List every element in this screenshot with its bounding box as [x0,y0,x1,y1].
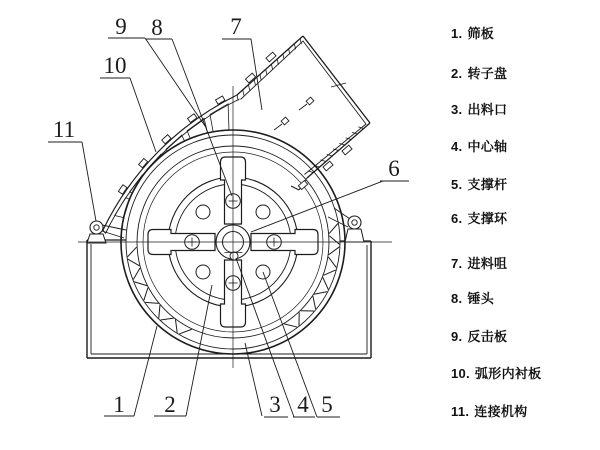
callout-2: 2 [164,392,176,417]
legend-item-number: 10. [451,366,470,381]
legend-item [451,288,494,307]
legend-item-number: 4. [451,139,463,154]
callout-8: 8 [151,15,163,40]
chute-anchor-bolt [306,97,314,105]
legend-item-number: 3. [451,102,463,117]
callout-5: 5 [321,392,333,417]
legend-item-label: 转子盘 [467,66,508,81]
callout-10: 10 [103,53,127,78]
arc-lining-band [103,95,240,234]
legend-item-number: 8. [451,291,463,306]
support-rod [196,265,210,279]
legend-item-label: 进料咀 [467,256,508,271]
callout-9: 9 [115,14,127,39]
legend-item [451,23,494,42]
chute-bolt-tab [266,52,276,62]
legend-item-number: 1. [451,26,463,41]
legend-item [451,363,542,382]
callout-11: 11 [52,117,76,142]
right-eye-link [348,216,361,229]
legend-item-number: 5. [451,177,463,192]
legend-item [451,63,507,82]
keyway [230,252,238,260]
support-rod [196,205,210,219]
legend-item [451,136,507,155]
callout-6: 6 [388,156,400,181]
feed-chute [237,36,370,190]
legend-item-label: 锤头 [467,291,495,306]
legend-item-label: 支撑杆 [467,177,508,192]
support-rod [256,205,270,219]
legend-item-number: 6. [451,211,463,226]
callout-3: 3 [269,392,281,417]
legend-item-label: 支撑环 [467,211,508,226]
left-eye-link [90,221,103,234]
legend-item [451,401,527,420]
legend-item-label: 连接机构 [474,404,528,419]
legend-item-label: 中心轴 [467,139,508,154]
callout-1: 1 [113,392,125,417]
legend-item [451,253,507,272]
chute-bolt-tab [245,73,255,83]
callout-7: 7 [230,14,242,39]
legend-item [451,326,507,345]
legend-item-label: 出料口 [467,102,508,117]
legend-item-label: 弧形内衬板 [474,366,542,381]
parts-legend [451,0,599,450]
legend-item [451,174,507,193]
legend-item-label: 反击板 [467,329,508,344]
legend-item-number: 11. [451,404,470,419]
chute-anchor-bolt [281,117,289,125]
legend-item-number: 7. [451,256,463,271]
legend-item [451,208,507,227]
legend-item-number: 9. [451,329,463,344]
legend-item [451,99,507,118]
legend-item-label: 筛板 [467,26,495,41]
callout-4: 4 [297,392,309,417]
legend-item-number: 2. [451,66,463,81]
